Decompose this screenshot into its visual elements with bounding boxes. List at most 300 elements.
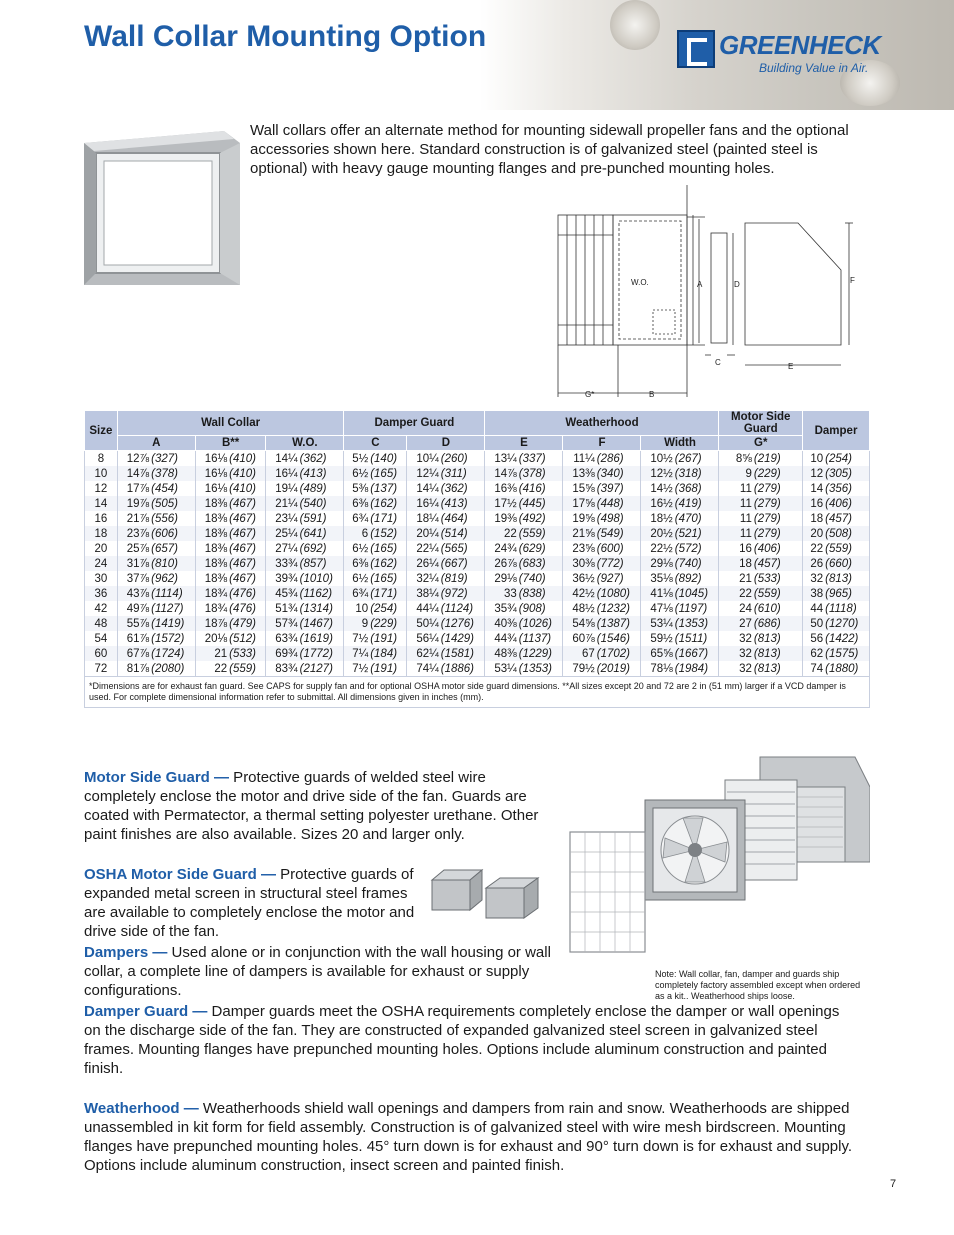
- cell-mm: (498): [596, 512, 624, 525]
- table-row: [85, 451, 870, 467]
- cell-inches: 14¼: [407, 481, 441, 496]
- cell-inches: 22: [803, 541, 826, 556]
- cell-mm: (368): [674, 482, 702, 495]
- cell-size: 30: [94, 572, 108, 585]
- cell-mm: (362): [440, 482, 468, 495]
- cell-mm: (1387): [597, 616, 641, 631]
- cell-inches: 67: [563, 646, 597, 661]
- subheader-width: Width: [641, 436, 719, 451]
- cell-mm: (1724): [151, 646, 195, 661]
- cell-mm: (327): [151, 452, 178, 465]
- cell-size: 36: [85, 586, 118, 601]
- cell-mm: (410): [229, 466, 266, 481]
- cell-inches: 16⅛: [195, 481, 229, 496]
- cell-mm: (1667): [675, 646, 719, 661]
- cell-inches: 29⅛: [641, 556, 675, 571]
- cell-inches: 17⅝: [563, 496, 597, 511]
- cell-inches: 6⅜: [344, 556, 370, 571]
- cell-inches: 18¾: [195, 586, 229, 601]
- cell-mm: (260): [440, 452, 468, 465]
- cell-inches: 74¼: [407, 661, 441, 677]
- table-row: [85, 616, 870, 631]
- cell-inches: 63¾: [266, 631, 300, 646]
- cell-mm: (171): [370, 586, 407, 601]
- cell-inches: 6½: [344, 541, 370, 556]
- cell-mm: (927): [596, 572, 624, 585]
- cell-mm: (467): [229, 556, 266, 571]
- table-row: [85, 661, 870, 677]
- cell-inches: 40⅜: [485, 616, 519, 631]
- cell-mm: (972): [441, 586, 485, 601]
- cell-mm: (813): [753, 662, 781, 675]
- cell-size: 8: [97, 452, 105, 465]
- cell-inches: 32: [803, 571, 826, 586]
- dampers-text: Used alone or in conjunction with the wall housing or wall collar, a complete line of dampers is available for exhaust or supply configurations.: [84, 944, 551, 999]
- cell-mm: (445): [519, 496, 563, 511]
- label-a: A: [697, 280, 703, 289]
- cell-inches: 44¾: [485, 631, 519, 646]
- cell-mm: (1429): [440, 632, 474, 645]
- cell-mm: (191): [370, 662, 398, 675]
- cell-inches: 11: [719, 496, 754, 511]
- cell-mm: (1229): [519, 646, 563, 661]
- cell-inches: 21: [719, 571, 754, 586]
- cell-inches: 33: [485, 586, 519, 601]
- cell-size: 20: [94, 542, 108, 555]
- cell-mm: (1886): [440, 662, 474, 675]
- cell-mm: (457): [754, 556, 803, 571]
- dimension-diagram: [553, 185, 868, 403]
- cell-mm: (467): [229, 572, 256, 585]
- cell-mm: (467): [229, 542, 256, 555]
- cell-mm: (467): [229, 526, 266, 541]
- cell-inches: 56¼: [407, 631, 441, 646]
- cell-inches: 10: [344, 601, 370, 616]
- cell-inches: 32¼: [407, 571, 441, 586]
- greenheck-logo: [677, 28, 881, 76]
- cell-inches: 83¾: [266, 661, 300, 677]
- cell-inches: 53¼: [641, 616, 675, 631]
- cell-size: 18: [85, 526, 118, 541]
- weatherhood-paragraph: [84, 1099, 869, 1175]
- cell-mm: (686): [754, 616, 803, 631]
- cell-inches: 69¾: [266, 646, 300, 661]
- cell-inches: 47⅛: [641, 601, 675, 616]
- cell-inches: 21: [195, 646, 229, 661]
- cell-mm: (191): [370, 632, 398, 645]
- cell-mm: (305): [825, 466, 869, 481]
- cell-mm: (2019): [596, 662, 631, 675]
- cell-inches: 16: [719, 541, 754, 556]
- cell-mm: (476): [229, 586, 266, 601]
- cell-inches: 7½: [344, 631, 370, 646]
- cell-mm: (416): [518, 482, 546, 495]
- cell-inches: 19¼: [266, 481, 300, 496]
- cell-inches: 22½: [641, 541, 675, 556]
- table-row: [85, 511, 870, 526]
- cell-mm: (692): [299, 542, 327, 555]
- cell-inches: 7½: [344, 661, 370, 677]
- cell-inches: 56: [803, 631, 826, 646]
- cell-mm: (171): [370, 512, 398, 525]
- label-b: B: [649, 390, 655, 399]
- table-row: [85, 541, 870, 556]
- subheader-g: G*: [719, 436, 803, 451]
- cell-mm: (162): [370, 556, 407, 571]
- cell-inches: 21¼: [266, 496, 300, 511]
- cell-inches: 20½: [641, 526, 675, 541]
- cell-mm: (1702): [597, 646, 641, 661]
- cell-inches: 14: [803, 481, 826, 496]
- cell-mm: (1422): [825, 632, 859, 645]
- table-body: [85, 451, 870, 677]
- cell-mm: (457): [825, 512, 852, 525]
- cell-inches: 20⅛: [195, 631, 229, 646]
- cell-inches: 50: [803, 616, 826, 631]
- cell-inches: 22: [195, 661, 229, 677]
- cell-mm: (962): [151, 572, 178, 585]
- cell-mm: (1419): [151, 616, 195, 631]
- cell-inches: 6⅜: [344, 496, 370, 511]
- cell-inches: 18⅜: [195, 556, 229, 571]
- cell-mm: (1772): [300, 646, 344, 661]
- cell-inches: 38: [803, 586, 826, 601]
- cell-mm: (549): [597, 526, 641, 541]
- cell-size: 12: [94, 482, 108, 495]
- cell-mm: (311): [441, 466, 485, 481]
- cell-inches: 36½: [563, 571, 597, 586]
- cell-inches: 10: [803, 451, 826, 467]
- cell-inches: 29⅛: [485, 571, 519, 586]
- cell-mm: (448): [597, 496, 641, 511]
- cell-mm: (464): [440, 512, 468, 525]
- table-row: [85, 466, 870, 481]
- cell-mm: (254): [370, 602, 398, 615]
- cell-mm: (559): [825, 542, 852, 555]
- damper-guard-paragraph: [84, 1002, 854, 1078]
- subheader-a: A: [117, 436, 195, 451]
- cell-mm: (565): [440, 542, 468, 555]
- table-row: [85, 496, 870, 511]
- cell-mm: (286): [596, 452, 624, 465]
- cell-size: 48: [85, 616, 118, 631]
- cell-inches: 74: [803, 661, 826, 677]
- cell-mm: (152): [370, 526, 407, 541]
- cell-inches: 11¼: [563, 451, 597, 467]
- cell-inches: 14½: [641, 481, 675, 496]
- cell-inches: 44¼: [407, 601, 441, 616]
- cell-inches: 57¾: [266, 616, 300, 631]
- cell-size: 54: [94, 632, 108, 645]
- cell-inches: 10¼: [407, 451, 441, 467]
- subheader-f: F: [563, 436, 641, 451]
- cell-inches: 11: [719, 481, 754, 496]
- cell-inches: 33¾: [266, 556, 300, 571]
- cell-inches: 32: [719, 661, 754, 677]
- exploded-assembly-note: Note: Wall collar, fan, damper and guards ship completely factory assembled except when ordered as a kit.. Weatherhood ships loose.: [655, 969, 861, 1001]
- cell-inches: 15⅝: [563, 481, 597, 496]
- cell-mm: (857): [300, 556, 344, 571]
- cell-mm: (556): [151, 512, 178, 525]
- cell-mm: (479): [229, 616, 266, 631]
- cell-mm: (1080): [597, 586, 641, 601]
- cell-mm: (819): [440, 572, 468, 585]
- cell-inches: 6½: [344, 571, 370, 586]
- cell-mm: (813): [754, 646, 803, 661]
- cell-mm: (279): [753, 482, 781, 495]
- cell-mm: (1511): [674, 632, 708, 645]
- logo-tagline: Building Value in Air.: [759, 61, 869, 75]
- cell-inches: 37⅞: [117, 571, 151, 586]
- cell-inches: 18⅜: [195, 526, 229, 541]
- cell-mm: (521): [675, 526, 719, 541]
- cell-inches: 18: [803, 511, 826, 526]
- cell-mm: (410): [229, 452, 256, 465]
- cell-inches: 32: [719, 646, 754, 661]
- cell-inches: 20: [803, 526, 826, 541]
- cell-inches: 32: [719, 631, 754, 646]
- cell-inches: 22: [485, 526, 519, 541]
- header-wall-collar: Wall Collar: [117, 411, 344, 436]
- motor-side-guard-lead: Motor Side Guard —: [84, 769, 230, 786]
- table-row: [85, 631, 870, 646]
- cell-mm: (362): [299, 452, 327, 465]
- cell-inches: 27: [719, 616, 754, 631]
- label-c: C: [715, 358, 721, 367]
- cell-size: 72: [94, 662, 108, 675]
- cell-mm: (908): [518, 602, 546, 615]
- subheader-e: E: [485, 436, 563, 451]
- cell-inches: 22¼: [407, 541, 441, 556]
- weatherhood-lead: Weatherhood —: [84, 1100, 199, 1117]
- cell-mm: (2127): [299, 662, 333, 675]
- cell-mm: (337): [518, 452, 546, 465]
- cell-inches: 6½: [344, 466, 370, 481]
- cell-mm: (254): [825, 452, 852, 465]
- cell-mm: (667): [441, 556, 485, 571]
- cell-mm: (740): [675, 556, 719, 571]
- cell-inches: 35¾: [485, 601, 519, 616]
- cell-inches: 21⅝: [563, 526, 597, 541]
- motor-side-guard-paragraph: [84, 768, 549, 844]
- osha-guard-text: Protective guards of expanded metal screen in structural steel frames are available to completely enclose the motor and drive side of the fan.: [84, 866, 415, 940]
- cell-mm: (340): [597, 466, 641, 481]
- cell-inches: 16½: [641, 496, 675, 511]
- cell-mm: (1124): [440, 602, 474, 615]
- table-row: [85, 601, 870, 616]
- label-g: G*: [585, 390, 595, 399]
- dampers-paragraph: [84, 943, 559, 1000]
- header-damper-guard: Damper Guard: [344, 411, 485, 436]
- cell-inches: 39¾: [266, 571, 300, 586]
- cell-inches: 21⅞: [117, 511, 151, 526]
- cell-inches: 23¼: [266, 511, 300, 526]
- intro-paragraph: Wall collars offer an alternate method for mounting sidewall propeller fans and the optional accessories shown here. Standard construction is of galvanized steel (painted steel is optional) with heavy gauge mounting flanges and pre-punched mounting holes.: [250, 122, 849, 177]
- cell-mm: (229): [370, 616, 407, 631]
- cell-inches: 31⅞: [117, 556, 151, 571]
- cell-inches: 16⅛: [195, 466, 229, 481]
- weatherhood-text: Weatherhoods shield wall openings and dampers from rain and snow. Weatherhoods are shipped unassembled in kit form for field assembly. Construction is of galvanized steel with wire mesh birdscreen. Mounting flanges have prepunched mounting holes. 45° turn down is for exhaust and 90° turn down is for exhaust and supply. Options include aluminum construction, insect screen and painted finish.: [84, 1100, 853, 1174]
- cell-mm: (470): [674, 512, 702, 525]
- cell-mm: (610): [753, 602, 781, 615]
- cell-inches: 42½: [563, 586, 597, 601]
- cell-inches: 48⅜: [485, 646, 519, 661]
- cell-size: 10: [85, 466, 118, 481]
- cell-inches: 14⅞: [117, 466, 151, 481]
- cell-inches: 18⅜: [195, 511, 229, 526]
- cell-inches: 30⅜: [563, 556, 597, 571]
- greenheck-logo-mark-icon: [677, 30, 715, 68]
- cell-mm: (533): [753, 572, 781, 585]
- cell-inches: 19⅜: [485, 511, 519, 526]
- cell-inches: 25⅞: [117, 541, 151, 556]
- fan-hub-graphic: [610, 0, 660, 50]
- cell-inches: 18¼: [407, 511, 441, 526]
- cell-inches: 50¼: [407, 616, 441, 631]
- cell-mm: (1467): [300, 616, 344, 631]
- cell-mm: (454): [151, 482, 178, 495]
- cell-mm: (467): [229, 496, 266, 511]
- cell-mm: (559): [519, 526, 563, 541]
- cell-mm: (813): [753, 632, 781, 645]
- cell-mm: (489): [299, 482, 327, 495]
- cell-size: 14: [85, 496, 118, 511]
- cell-inches: 45¾: [266, 586, 300, 601]
- damper-guard-text: Damper guards meet the OSHA requirements completely enclose the damper or wall openings on the discharge side of the fan. They are constructed of expanded galvanized steel screen in galvanized steel frames. Mounting flanges have prepunched mounting holes. Options include aluminum construction and painted finish.: [84, 1003, 840, 1077]
- header-size: Size: [85, 411, 118, 451]
- cell-inches: 78⅛: [641, 661, 675, 677]
- cell-inches: 41⅛: [641, 586, 675, 601]
- label-wo: W.O.: [631, 278, 649, 287]
- cell-mm: (660): [825, 556, 869, 571]
- motor-side-guard-text: Protective guards of welded steel wire completely enclose the motor and drive side of the fan. Guards are coated with Permatector, a thermal setting polyester urethane. Other paint finishes are also available. Sizes 20 and larger only.: [84, 769, 539, 843]
- subheader-wo: W.O.: [266, 436, 344, 451]
- cell-mm: (508): [825, 526, 869, 541]
- cell-mm: (683): [519, 556, 563, 571]
- table-row: [85, 571, 870, 586]
- cell-mm: (813): [825, 572, 852, 585]
- cell-inches: 11: [719, 526, 754, 541]
- cell-mm: (413): [300, 466, 344, 481]
- cell-inches: 26: [803, 556, 826, 571]
- cell-inches: 18⅜: [195, 541, 229, 556]
- cell-inches: 62: [803, 646, 826, 661]
- cell-inches: 54⅝: [563, 616, 597, 631]
- cell-inches: 16: [803, 496, 826, 511]
- cell-mm: (1353): [675, 616, 719, 631]
- cell-inches: 14⅞: [485, 466, 519, 481]
- header-damper: Damper: [803, 411, 870, 451]
- osha-guard-lead: OSHA Motor Side Guard —: [84, 866, 276, 883]
- table-row: [85, 481, 870, 496]
- cell-inches: 49⅞: [117, 601, 151, 616]
- cell-inches: 22: [719, 586, 754, 601]
- cell-inches: 12: [803, 466, 826, 481]
- cell-mm: (1162): [300, 586, 344, 601]
- cell-mm: (1984): [674, 662, 709, 675]
- cell-mm: (641): [300, 526, 344, 541]
- cell-inches: 12¼: [407, 466, 441, 481]
- cell-inches: 27¼: [266, 541, 300, 556]
- osha-guard-photo: [430, 866, 542, 922]
- cell-inches: 81⅞: [117, 661, 151, 677]
- cell-mm: (600): [596, 542, 624, 555]
- header-motor-side-guard: Motor Side Guard: [719, 411, 803, 436]
- cell-mm: (1546): [596, 632, 631, 645]
- cell-inches: 25¼: [266, 526, 300, 541]
- cell-inches: 18⅜: [195, 496, 229, 511]
- cell-mm: (965): [825, 586, 869, 601]
- cell-mm: (184): [370, 646, 407, 661]
- cell-inches: 17½: [485, 496, 519, 511]
- cell-mm: (540): [300, 496, 344, 511]
- cell-inches: 5½: [344, 451, 370, 467]
- cell-inches: 16⅜: [485, 481, 519, 496]
- cell-mm: (406): [753, 542, 781, 555]
- cell-mm: (772): [597, 556, 641, 571]
- cell-inches: 17⅞: [117, 481, 151, 496]
- page-title: Wall Collar Mounting Option: [84, 20, 487, 53]
- cell-inches: 44: [803, 601, 826, 616]
- cell-inches: 7¼: [344, 646, 370, 661]
- cell-inches: 23⅝: [563, 541, 597, 556]
- cell-mm: (378): [151, 466, 195, 481]
- cell-mm: (2080): [151, 662, 185, 675]
- cell-mm: (1353): [518, 662, 552, 675]
- cell-inches: 59½: [641, 631, 675, 646]
- cell-inches: 48½: [563, 601, 597, 616]
- cell-mm: (1045): [675, 586, 719, 601]
- cell-mm: (397): [596, 482, 624, 495]
- wall-collar-photo: [84, 129, 240, 285]
- cell-size: 24: [85, 556, 118, 571]
- subheader-b: B**: [195, 436, 266, 451]
- cell-mm: (279): [753, 512, 781, 525]
- cell-inches: 18¾: [195, 601, 229, 616]
- cell-mm: (505): [151, 496, 195, 511]
- cell-mm: (165): [370, 542, 398, 555]
- table-row: [85, 556, 870, 571]
- cell-inches: 5⅜: [344, 481, 370, 496]
- dampers-lead: Dampers —: [84, 944, 168, 961]
- cell-inches: 26¼: [407, 556, 441, 571]
- damper-guard-lead: Damper Guard —: [84, 1003, 208, 1020]
- cell-mm: (1118): [825, 602, 857, 615]
- cell-inches: 16¼: [266, 466, 300, 481]
- cell-inches: 10½: [641, 451, 675, 467]
- cell-inches: 62¼: [407, 646, 441, 661]
- header-weatherhood: Weatherhood: [485, 411, 719, 436]
- cell-inches: 67⅞: [117, 646, 151, 661]
- cell-mm: (657): [151, 542, 178, 555]
- cell-mm: (1114): [151, 586, 195, 601]
- cell-inches: 19⅞: [117, 496, 151, 511]
- cell-mm: (492): [518, 512, 546, 525]
- cell-mm: (279): [754, 496, 803, 511]
- cell-mm: (810): [151, 556, 195, 571]
- cell-mm: (606): [151, 526, 195, 541]
- table-row: [85, 646, 870, 661]
- cell-mm: (1137): [518, 632, 552, 645]
- cell-inches: 19⅝: [563, 511, 597, 526]
- cell-inches: 13¼: [485, 451, 519, 467]
- cell-mm: (476): [229, 602, 256, 615]
- cell-inches: 38¼: [407, 586, 441, 601]
- cell-mm: (413): [441, 496, 485, 511]
- table-row: [85, 586, 870, 601]
- cell-mm: (267): [674, 452, 702, 465]
- logo-name: GREENHECK: [719, 30, 881, 60]
